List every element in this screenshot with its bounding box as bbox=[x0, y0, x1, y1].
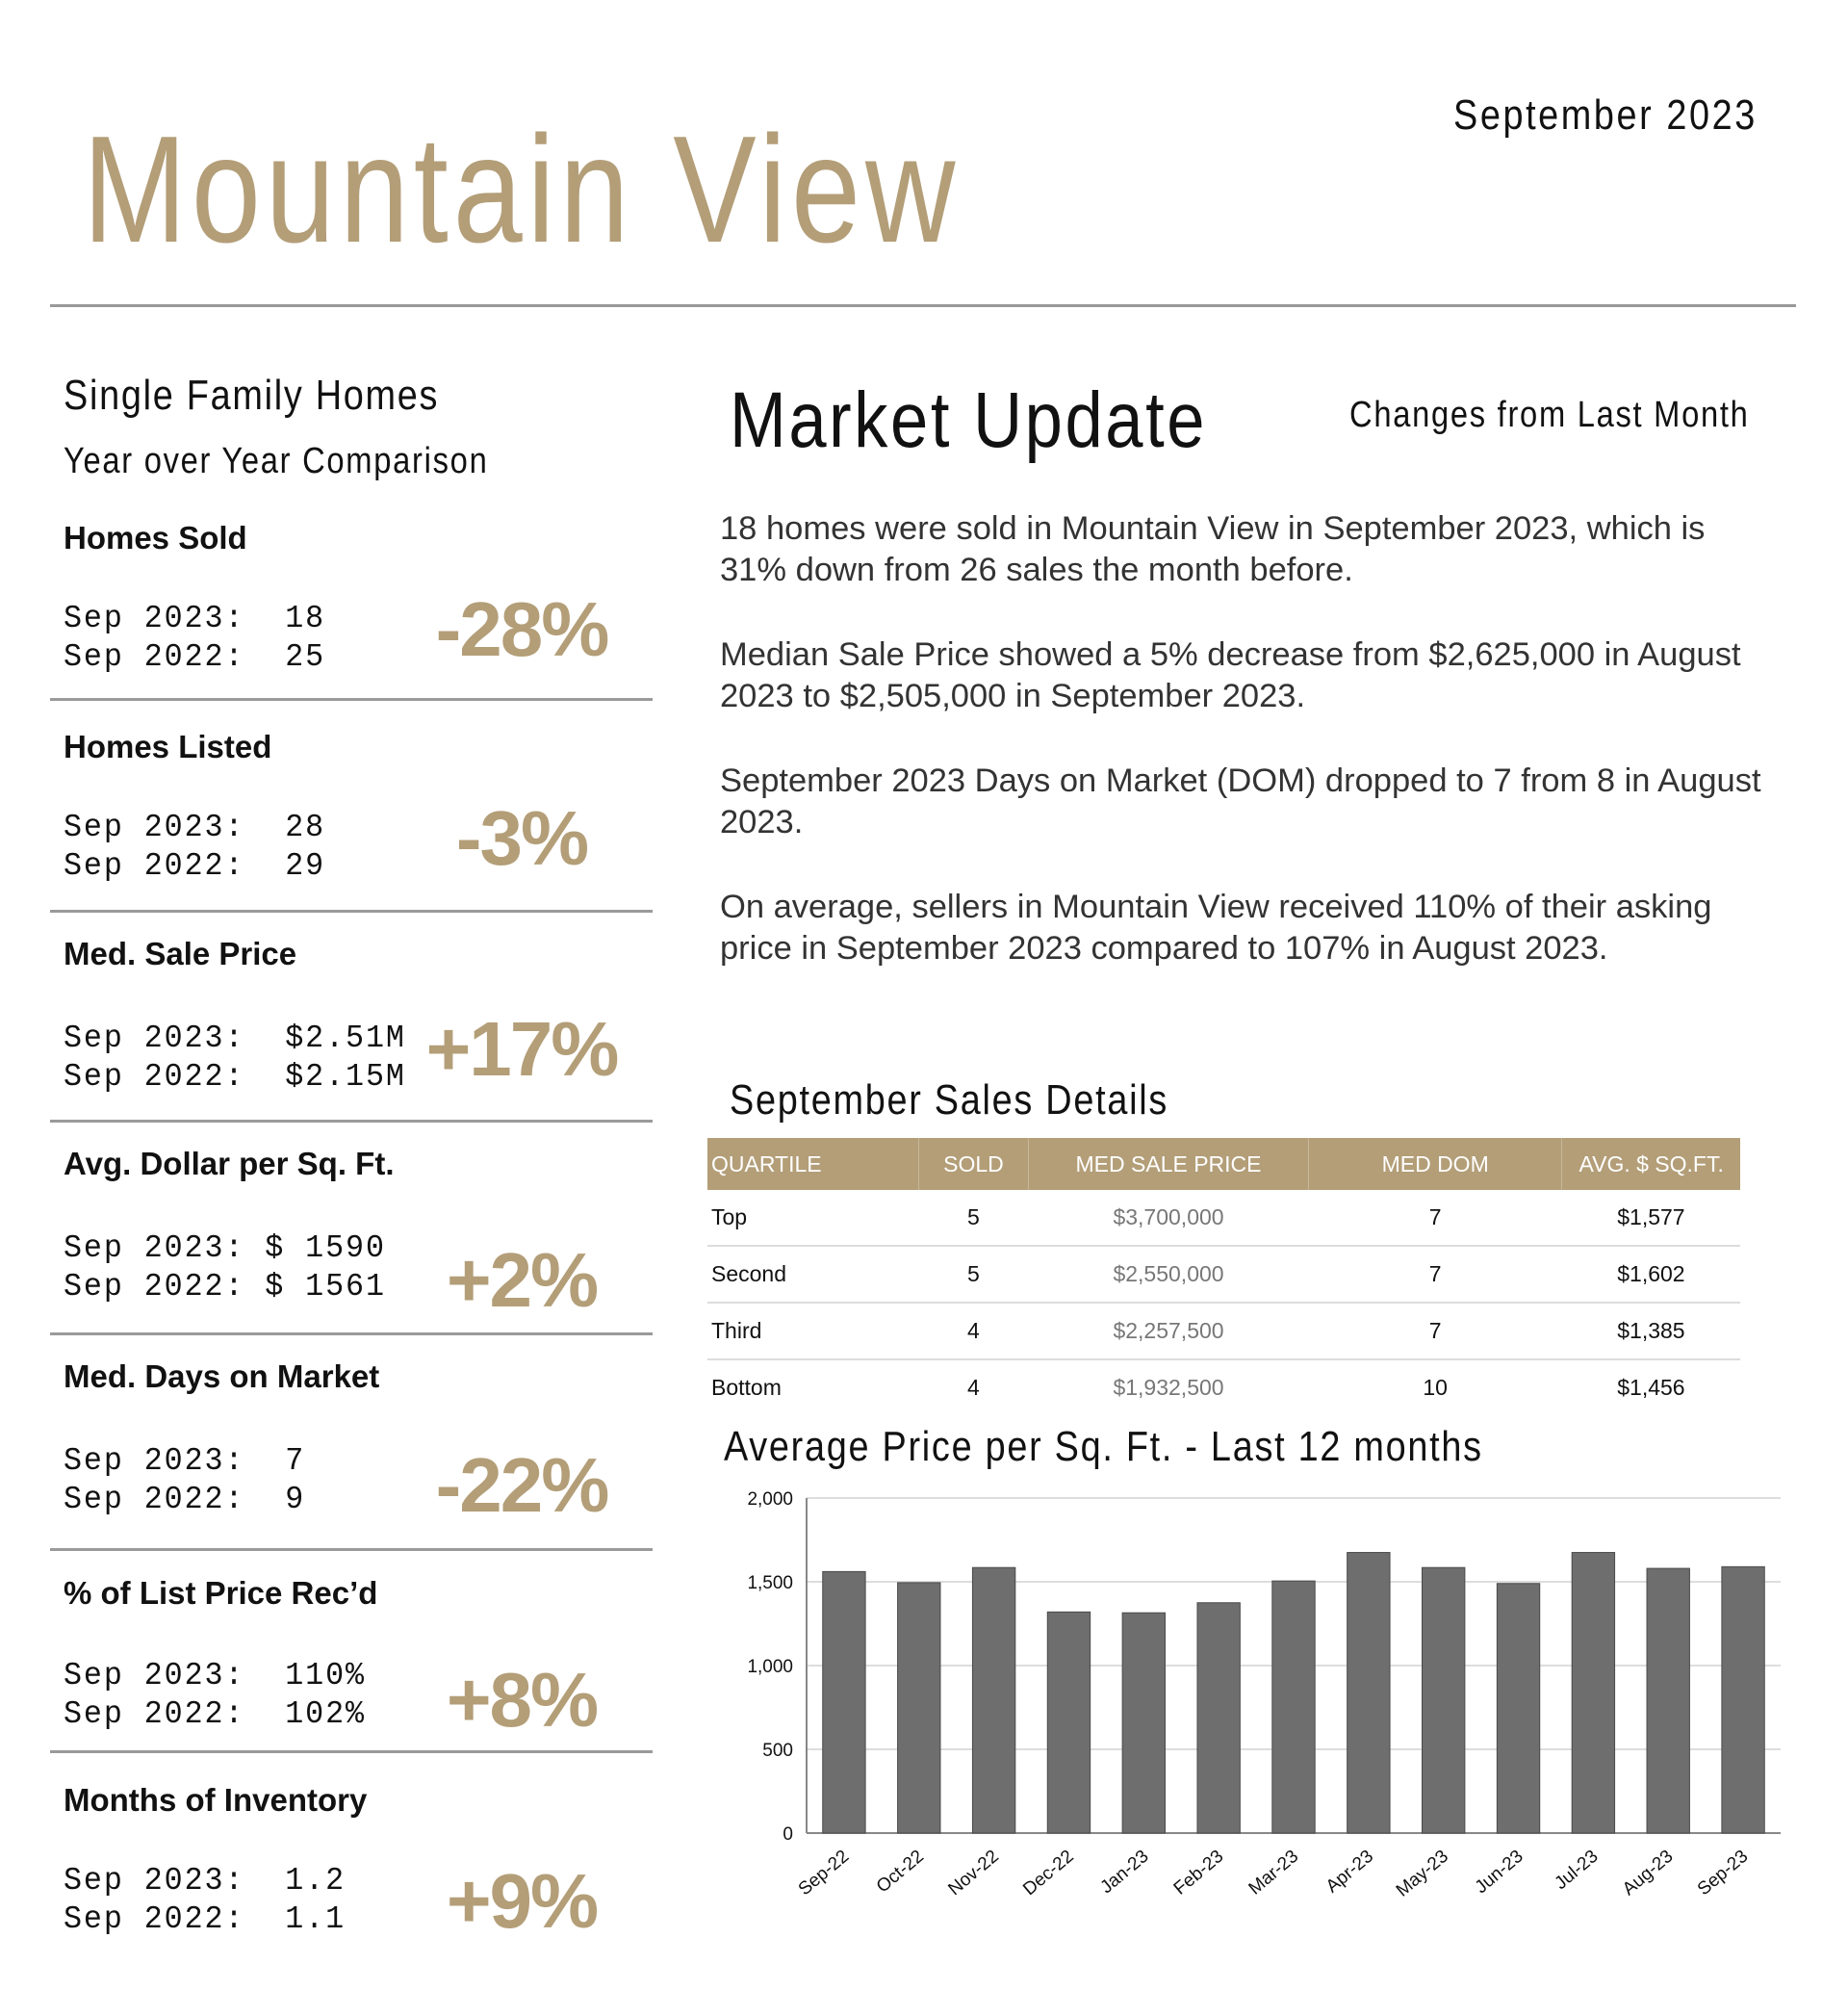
y-tick-label: 1,500 bbox=[747, 1573, 793, 1593]
sqft-cell: $1,602 bbox=[1562, 1246, 1740, 1303]
x-tick-label: Jan-23 bbox=[1096, 1846, 1153, 1899]
column-header: SOLD bbox=[918, 1138, 1028, 1190]
sold-cell: 4 bbox=[918, 1303, 1028, 1359]
price-cell: $2,550,000 bbox=[1029, 1246, 1309, 1303]
metric-current: Sep 2023: 7 bbox=[64, 1443, 306, 1479]
metric-previous: Sep 2022: $2.15M bbox=[64, 1059, 406, 1095]
x-tick-label: Mar-23 bbox=[1245, 1846, 1303, 1900]
metric-change: +2% bbox=[446, 1237, 598, 1323]
bar bbox=[1572, 1553, 1614, 1833]
bar bbox=[1047, 1612, 1090, 1833]
metric-current: Sep 2023: 18 bbox=[64, 601, 326, 636]
bar bbox=[1722, 1566, 1764, 1833]
update-paragraph: On average, sellers in Mountain View received 110% of their asking price in September 2023 compared to 107% in August 2023. bbox=[720, 889, 1712, 967]
metric-label: Med. Days on Market bbox=[64, 1358, 380, 1394]
metric-change: +9% bbox=[446, 1858, 598, 1944]
column-header: QUARTILE bbox=[707, 1138, 918, 1190]
dom-cell: 7 bbox=[1308, 1303, 1561, 1359]
y-tick-label: 500 bbox=[762, 1741, 793, 1761]
metric-change: -3% bbox=[455, 795, 588, 881]
metric-current: Sep 2023: 1.2 bbox=[64, 1863, 346, 1899]
quartile-cell: Third bbox=[707, 1303, 918, 1359]
price-cell: $2,257,500 bbox=[1029, 1303, 1309, 1359]
metric-previous: Sep 2022: 9 bbox=[64, 1482, 306, 1517]
sqft-cell: $1,385 bbox=[1562, 1303, 1740, 1359]
bar bbox=[1122, 1613, 1165, 1833]
x-tick-label: Aug-23 bbox=[1619, 1846, 1678, 1900]
metric-previous: Sep 2022: 29 bbox=[64, 848, 326, 884]
metric-label: Months of Inventory bbox=[64, 1782, 368, 1818]
x-tick-label: Nov-22 bbox=[944, 1846, 1003, 1900]
table-row bbox=[707, 1359, 1740, 1415]
bar bbox=[1423, 1567, 1465, 1833]
metric-previous: Sep 2022: $ 1561 bbox=[64, 1269, 386, 1305]
sold-cell: 4 bbox=[967, 1375, 980, 1400]
dom-cell: 10 bbox=[1423, 1375, 1448, 1400]
metric-current: Sep 2023: 110% bbox=[64, 1658, 366, 1693]
column-header: AVG. $ SQ.FT. bbox=[1562, 1138, 1740, 1190]
metric-current: Sep 2023: $ 1590 bbox=[64, 1230, 386, 1266]
chart-title: Average Price per Sq. Ft. - Last 12 months bbox=[724, 1423, 1483, 1470]
segment-title: Single Family Homes bbox=[64, 372, 440, 419]
metric-divider bbox=[50, 1120, 653, 1123]
x-tick-label: Apr-23 bbox=[1322, 1846, 1378, 1898]
sales-details-title: September Sales Details bbox=[730, 1076, 1169, 1124]
x-tick-label: Oct-22 bbox=[872, 1846, 928, 1898]
city-title: Mountain View bbox=[83, 105, 961, 274]
bar bbox=[1197, 1603, 1240, 1833]
x-tick-label: Jul-23 bbox=[1551, 1846, 1603, 1895]
comparison-subtitle: Year over Year Comparison bbox=[64, 441, 489, 481]
changes-label: Changes from Last Month bbox=[1349, 395, 1750, 435]
update-paragraph: September 2023 Days on Market (DOM) dropped to 7 from 8 in August 2023. bbox=[720, 762, 1761, 840]
table-row bbox=[707, 1246, 1740, 1303]
metric-divider bbox=[50, 910, 653, 913]
metric-previous: Sep 2022: 1.1 bbox=[64, 1901, 346, 1937]
header-divider bbox=[50, 304, 1796, 307]
metric-previous: Sep 2022: 25 bbox=[64, 639, 326, 675]
quartile-cell: Bottom bbox=[711, 1375, 782, 1400]
update-paragraph: 18 homes were sold in Mountain View in September 2023, which is 31% down from 26 sales the month before. bbox=[720, 510, 1706, 588]
column-header: MED DOM bbox=[1308, 1138, 1561, 1190]
bar bbox=[1497, 1584, 1539, 1833]
sqft-cell: $1,456 bbox=[1617, 1375, 1685, 1400]
report-date: September 2023 bbox=[1453, 91, 1758, 139]
table-header-row bbox=[707, 1138, 1740, 1190]
sold-cell: 5 bbox=[918, 1190, 1028, 1246]
bar bbox=[823, 1571, 865, 1833]
dom-cell: 7 bbox=[1308, 1190, 1561, 1246]
x-tick-label: Jun-23 bbox=[1471, 1846, 1527, 1899]
market-update-title: Market Update bbox=[730, 376, 1208, 464]
metric-divider bbox=[50, 698, 653, 701]
metric-label: Homes Listed bbox=[64, 729, 272, 764]
y-tick-label: 2,000 bbox=[747, 1489, 793, 1510]
bar bbox=[1272, 1581, 1315, 1833]
bar bbox=[1348, 1553, 1390, 1833]
x-tick-label: Dec-22 bbox=[1019, 1846, 1078, 1900]
sales-details-table bbox=[707, 1138, 1740, 1415]
price-cell: $1,932,500 bbox=[1113, 1375, 1224, 1400]
bar bbox=[972, 1567, 1014, 1833]
quartile-cell: Second bbox=[707, 1246, 918, 1303]
bar bbox=[898, 1583, 940, 1833]
x-tick-label: Feb-23 bbox=[1169, 1846, 1228, 1900]
metric-divider bbox=[50, 1750, 653, 1753]
metric-change: -28% bbox=[435, 586, 608, 672]
metric-divider bbox=[50, 1548, 653, 1551]
metric-current: Sep 2023: 28 bbox=[64, 810, 326, 845]
y-tick-label: 0 bbox=[783, 1824, 793, 1845]
x-tick-label: Sep-23 bbox=[1693, 1846, 1753, 1900]
table-row bbox=[707, 1303, 1740, 1359]
column-header: MED SALE PRICE bbox=[1029, 1138, 1309, 1190]
metric-label: Homes Sold bbox=[64, 520, 247, 556]
metric-current: Sep 2023: $2.51M bbox=[64, 1021, 406, 1056]
dom-cell: 7 bbox=[1308, 1246, 1561, 1303]
x-tick-label: Sep-22 bbox=[794, 1846, 854, 1900]
quartile-cell: Top bbox=[707, 1190, 918, 1246]
price-sqft-bar-chart bbox=[712, 1483, 1810, 1945]
table-row bbox=[707, 1190, 1740, 1246]
metric-label: % of List Price Rec’d bbox=[64, 1575, 378, 1611]
metric-label: Med. Sale Price bbox=[64, 936, 297, 971]
bar bbox=[1647, 1568, 1689, 1833]
x-tick-label: May-23 bbox=[1392, 1846, 1452, 1901]
metric-previous: Sep 2022: 102% bbox=[64, 1696, 366, 1732]
sold-cell: 5 bbox=[918, 1246, 1028, 1303]
metric-change: +8% bbox=[446, 1657, 598, 1743]
y-tick-label: 1,000 bbox=[747, 1657, 793, 1677]
price-cell: $3,700,000 bbox=[1029, 1190, 1309, 1246]
metric-divider bbox=[50, 1332, 653, 1335]
metric-change: +17% bbox=[425, 1006, 618, 1092]
sqft-cell: $1,577 bbox=[1562, 1190, 1740, 1246]
update-paragraph: Median Sale Price showed a 5% decrease from $2,625,000 in August 2023 to $2,505,000 in September 2023. bbox=[720, 636, 1741, 714]
metric-change: -22% bbox=[435, 1442, 608, 1528]
metric-label: Avg. Dollar per Sq. Ft. bbox=[64, 1146, 395, 1181]
